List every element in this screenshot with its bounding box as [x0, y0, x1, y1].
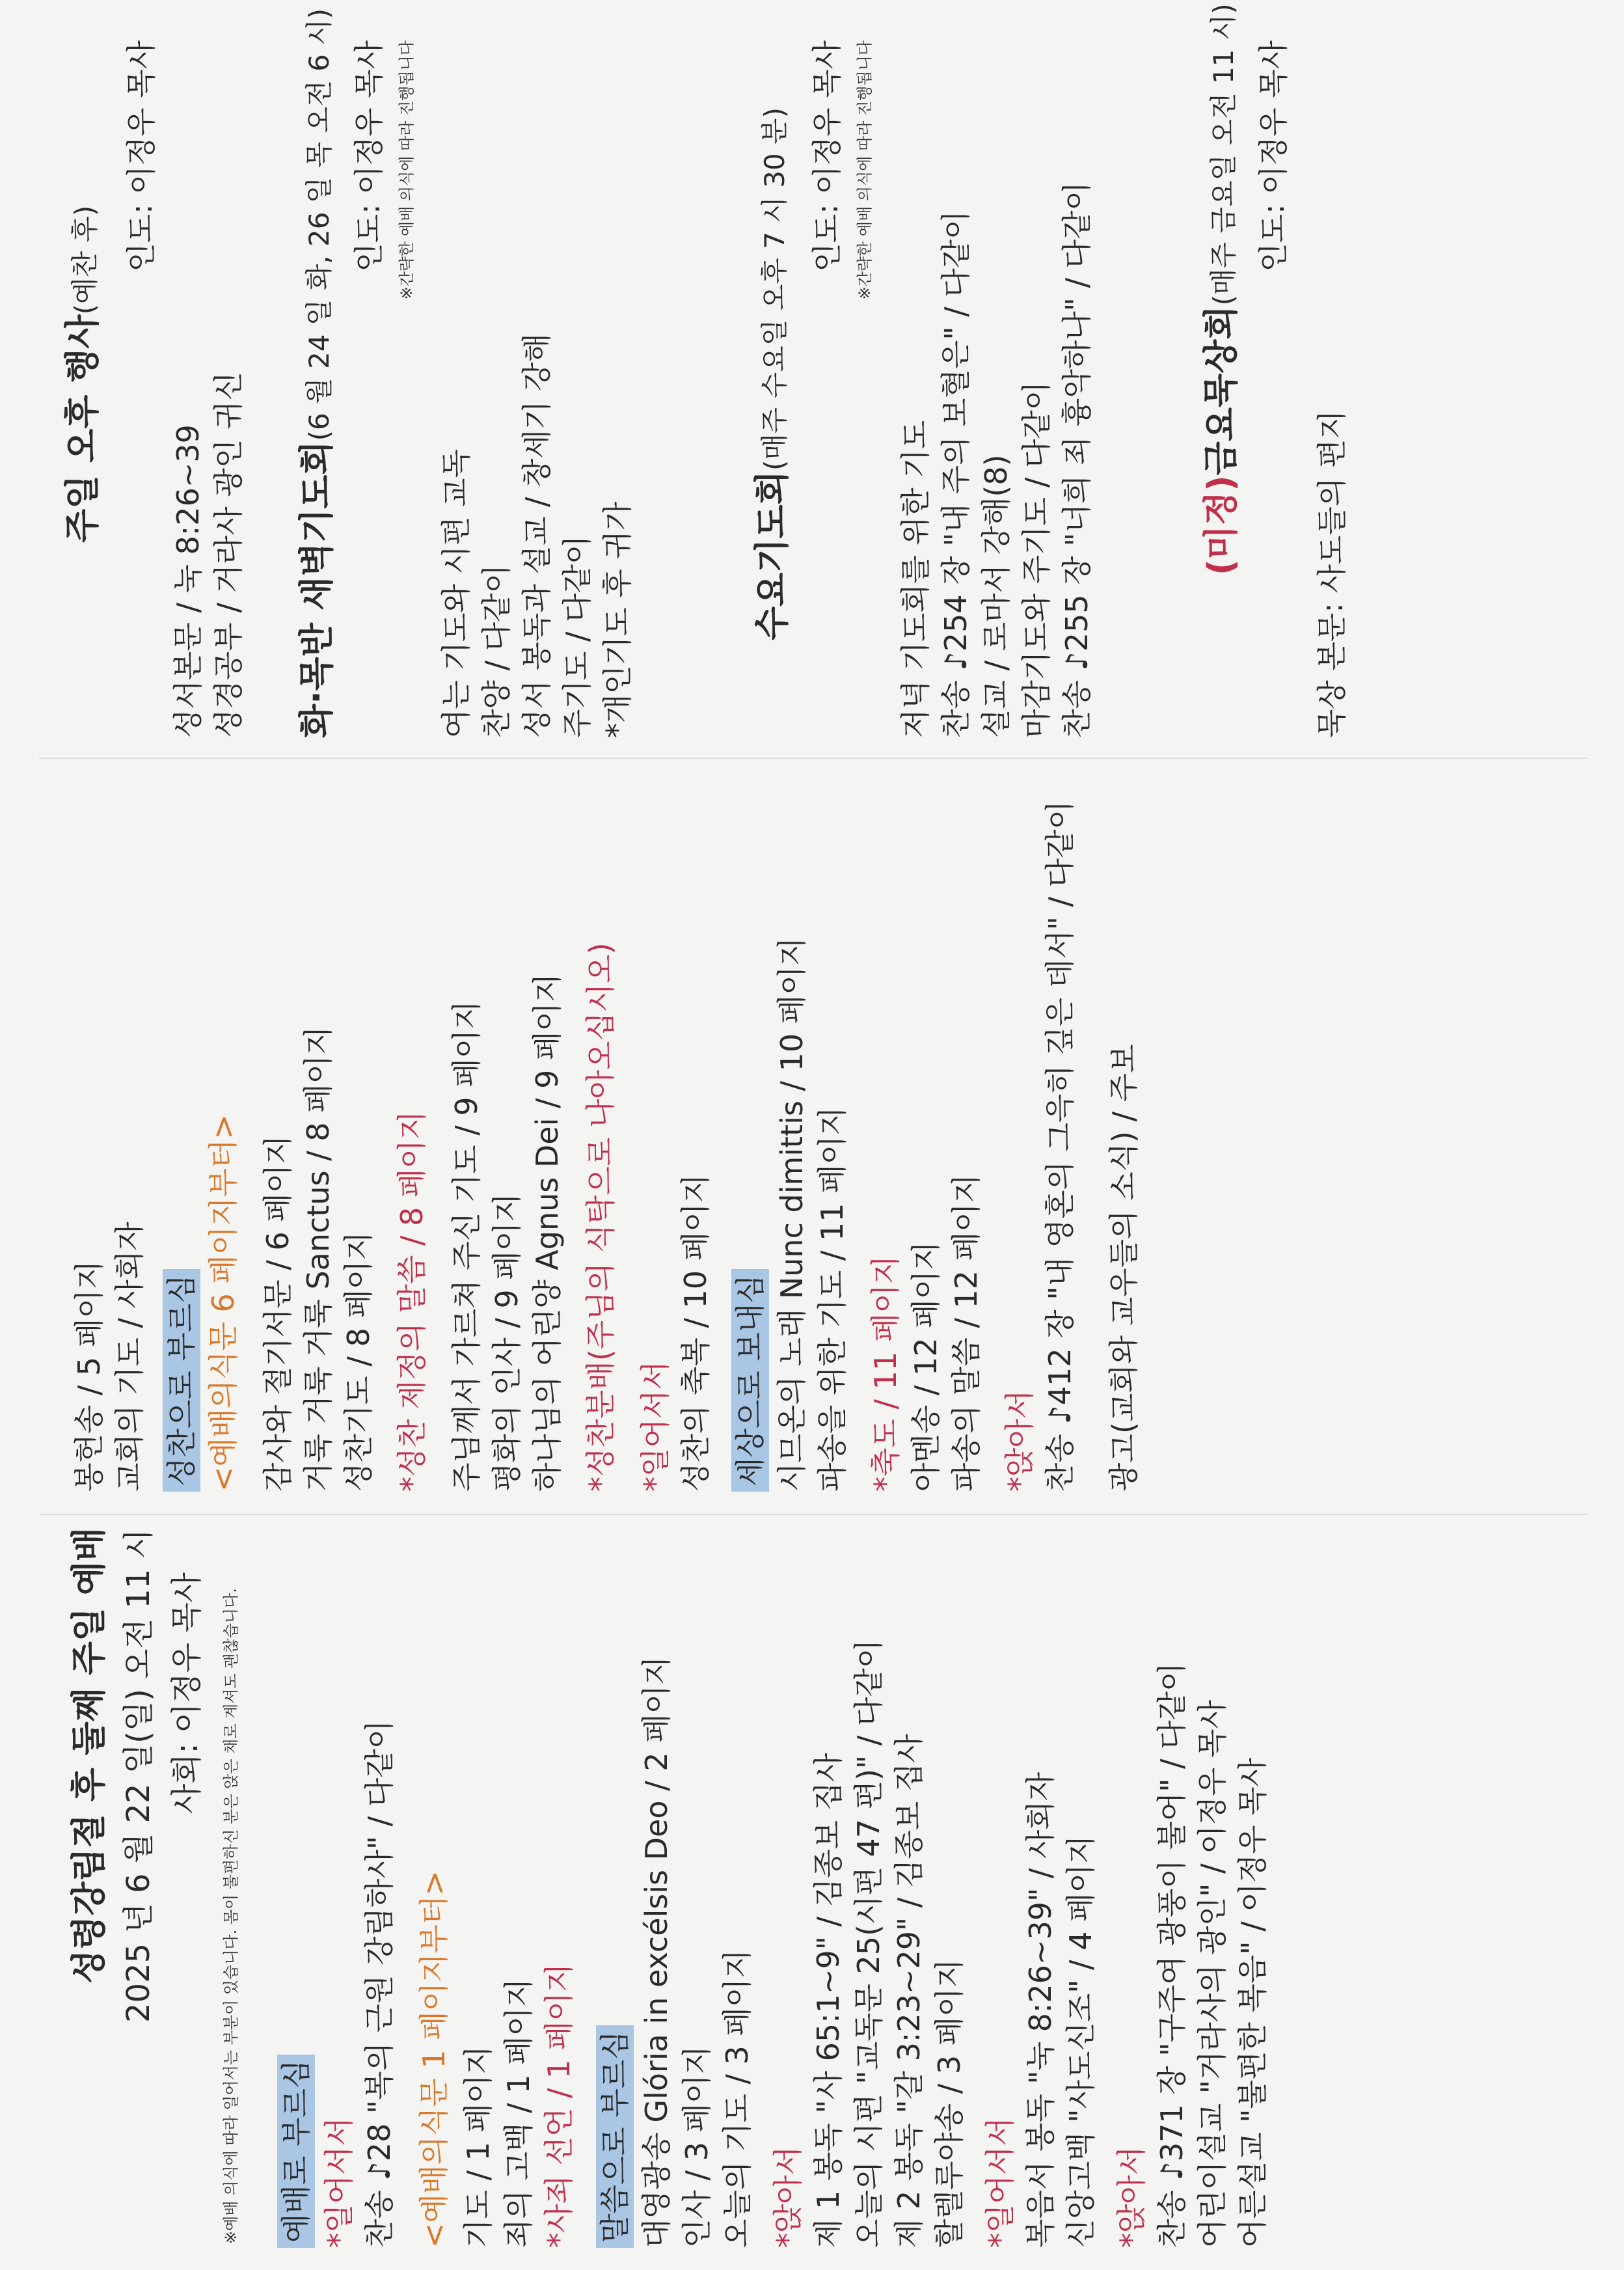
lords-prayer-item: 주님께서 가르쳐 주신 기도 / 9 페이지	[449, 1000, 484, 1492]
sit-cue: *앉아서	[1002, 1389, 1037, 1492]
event-leader: 인도: 이정우 목사	[351, 40, 386, 272]
events-panel	[0, 1, 1624, 758]
wednesday-prayer-item: 마감기도와 주기도 / 다같이	[1019, 381, 1054, 738]
adult-sermon: 어른설교 "불편한 복음" / 이정우 목사	[1235, 1757, 1270, 2248]
section-sacrament: 성찬으로 부르심	[163, 1269, 200, 1492]
sunday-event-item: 성서본문 / 눅 8:26~39	[170, 424, 206, 738]
announcements-item: 광고(교회와 교우들의 소식) / 주보	[1106, 1044, 1141, 1492]
eucharistic-prayer-item: 성찬기도 / 8 페이지	[341, 1231, 376, 1492]
distribution-item: *성찬분배(주님의 식탁으로 나아오십시오)	[583, 942, 618, 1492]
agnus-dei-item: 하나님의 어린양 Agnus Dei / 9 페이지	[530, 973, 565, 1492]
service-title: 성령강림절 후 둘째 주일 예배	[68, 1527, 109, 1984]
section-sending: 세상으로 보내심	[731, 1269, 769, 1492]
collect-item: 오늘의 기도 / 3 페이지	[720, 1949, 755, 2248]
offertory-item: 봉헌송 / 5 페이지	[72, 1260, 107, 1492]
sit-cue: *앉아서	[770, 2146, 805, 2248]
institution-item: *성찬 제정의 말씀 / 8 페이지	[394, 1110, 429, 1492]
amen-item: 아멘송 / 12 페이지	[908, 1241, 943, 1492]
friday-meditation-title: (미정)금요묵상회(매주 금요일 오전 11 시)	[1200, 3, 1241, 575]
gospel-reading: 복음서 봉독 "눅 8:26~39" / 사회자	[1023, 1771, 1058, 2248]
benediction-item: *축도 / 11 페이지	[868, 1255, 903, 1492]
blessing-item: 성찬의 축복 / 10 페이지	[678, 1173, 713, 1492]
service-note: ※예배 의식에 따라 일어서는 부분이 있습니다. 몸이 불편하신 분은 앉은 채로 계셔도 괜찮습니다.	[222, 1588, 240, 2244]
dawn-prayer-title: 화·목반 새벽기도회(6 월 24 일 화, 26 일 목 오전 6 시)	[296, 8, 337, 738]
children-sermon: 어린이설교 "거라사의 광인" / 이정우 목사	[1195, 1700, 1230, 2248]
first-reading: 제 1 봉독 "사 65:1~9" / 김종보 집사	[811, 1753, 846, 2248]
event-note: ※간략한 예배 의식에 따라 진행됩니다	[398, 40, 416, 300]
event-leader: 인도: 이정우 목사	[809, 40, 845, 272]
dawn-prayer-item: 여는 기도와 시편 교독	[439, 449, 474, 738]
section-word: 말씀으로 부르심	[596, 2025, 634, 2248]
friday-meditation-item: 묵상 본문: 사도들의 편지	[1314, 410, 1349, 738]
stand-cue: *일어서서	[982, 2117, 1018, 2248]
gloria-item: 대영광송 Glória in excélsis Deo / 2 페이지	[639, 1656, 674, 2248]
service-panel-part-1	[0, 1514, 1624, 2270]
event-note: ※간략한 예배 의식에 따라 진행됩니다	[856, 40, 874, 300]
nunc-dimittis-item: 시므온의 노래 Nunc dimittis / 10 페이지	[774, 937, 809, 1492]
confession-item: 죄의 고백 / 1 페이지	[501, 1978, 536, 2248]
dawn-prayer-item: 찬양 / 다같이	[479, 564, 514, 738]
second-reading: 제 2 봉독 "갈 3:23~29" / 김종보 집사	[891, 1734, 927, 2248]
sending-prayer-item: 파송을 위한 기도 / 11 페이지	[815, 1106, 850, 1492]
wednesday-prayer-title: 수요기도회(매주 수요일 오후 7 시 30 분)	[751, 107, 792, 640]
dawn-prayer-item: *개인기도 후 귀가	[600, 501, 635, 738]
liturgy-reference: <예배의식문 1 페이지부터>	[416, 1870, 452, 2248]
closing-hymn: 찬송 ♪412 장 "내 영혼의 그윽히 깊은 데서" / 다같이	[1042, 800, 1077, 1492]
service-panel-part-2	[0, 758, 1624, 1514]
dawn-prayer-item: 성서 봉독과 설교 / 창세기 강해	[519, 333, 554, 738]
creed-item: 신앙고백 "사도신조" / 4 페이지	[1063, 1835, 1098, 2248]
event-leader: 인도: 이정우 목사	[124, 40, 159, 272]
prayer-item: 기도 / 1 페이지	[461, 2045, 496, 2248]
peace-item: 평화의 인사 / 9 페이지	[489, 1193, 524, 1492]
dawn-prayer-item: 주기도 / 다같이	[560, 535, 595, 738]
liturgy-reference: <예배의식문 6 페이지부터>	[206, 1114, 241, 1492]
sanctus-item: 거룩 거룩 거룩 Sanctus / 8 페이지	[301, 1026, 336, 1492]
church-prayer-item: 교회의 기도 / 사회자	[112, 1222, 147, 1492]
wednesday-prayer-item: 찬송 ♪255 장 "너희 죄 흉악하나" / 다같이	[1059, 182, 1094, 738]
stand-cue: *일어서서	[321, 2117, 357, 2248]
service-presider: 사회: 이정우 목사	[169, 1572, 205, 1814]
absolution-item: *사죄 선언 / 1 페이지	[541, 1963, 576, 2248]
psalm-item: 오늘의 시편 "교독문 25(시편 47 편)" / 다같이	[851, 1639, 886, 2248]
sunday-event-title: 주일 오후 행사(예찬 후)	[62, 205, 103, 543]
greeting-item: 인사 / 3 페이지	[679, 2045, 714, 2248]
alleluia-item: 할렐루야송 / 3 페이지	[932, 1958, 967, 2248]
sit-cue: *앉아서	[1114, 2146, 1149, 2248]
sunday-event-item: 성경공부 / 거라사 광인 귀신	[211, 372, 246, 738]
wednesday-prayer-item: 찬송 ♪254 장 "내 주의 보혈은" / 다같이	[938, 210, 973, 738]
opening-hymn: 찬송 ♪28 "복의 근원 강림하사" / 다같이	[362, 1719, 397, 2248]
dismissal-item: 파송의 말씀 / 12 페이지	[949, 1173, 984, 1492]
stand-cue: *일어서서	[638, 1361, 673, 1492]
wednesday-prayer-item: 저녁 기도회를 위한 기도	[898, 420, 933, 738]
service-datetime: 2025 년 6 월 22 일(일) 오전 11 시	[120, 1529, 157, 2023]
wednesday-prayer-item: 설교 / 로마서 강해(8)	[979, 454, 1014, 738]
thanksgiving-item: 감사와 절기서문 / 6 페이지	[260, 1135, 295, 1492]
sermon-hymn: 찬송 ♪371 장 "구주여 광풍이 불어" / 다같이	[1154, 1662, 1189, 2248]
event-leader: 인도: 이정우 목사	[1256, 40, 1291, 272]
section-call-to-worship: 예배로 부르심	[277, 2055, 315, 2248]
